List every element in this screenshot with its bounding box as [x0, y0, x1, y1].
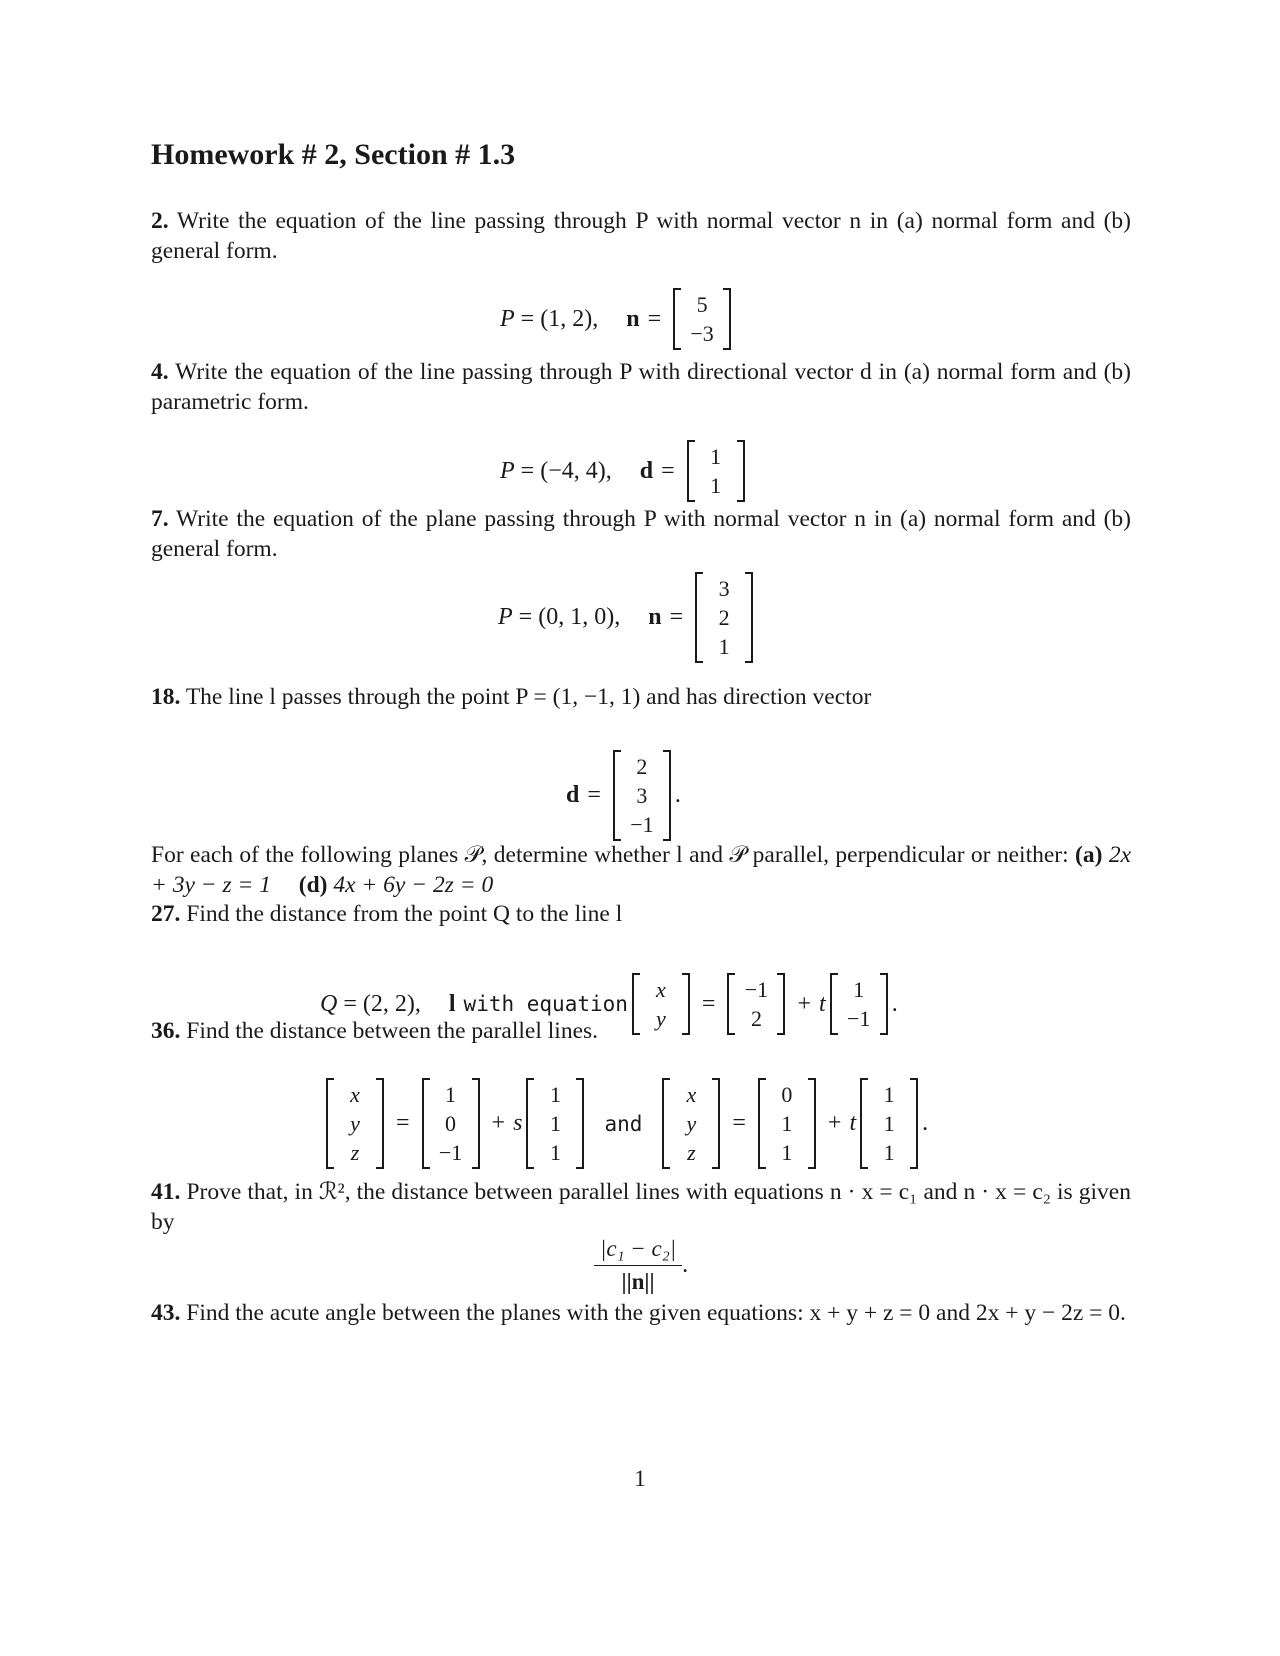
problem-7-equation: P = (0, 1, 0), n = 3 2 1: [498, 572, 757, 663]
part-d-label: (d): [298, 872, 328, 898]
problem-7: [151, 504, 1131, 564]
problem-text: Find the acute angle between the planes with the given equations: x + y + z = 0 and 2x + y − 2z = 0.: [186, 1300, 1126, 1326]
problem-18-equation: d = 2 3 −1 .: [566, 750, 681, 841]
part-d-equation: 4x + 6y − 2z = 0: [333, 872, 494, 898]
problem-text: Find the distance from the point Q to the line l: [186, 901, 623, 927]
problem-2-equation: P = (1, 2), n = 5 −3: [500, 288, 735, 350]
part-a-label: (a): [1075, 842, 1103, 868]
problem-text: Write the equation of the plane passing through P with normal vector n in (a) normal form and (b) general form.: [151, 506, 1132, 562]
point-label: P: [500, 457, 515, 484]
line2-base-matrix: 0 1 1: [758, 1078, 816, 1169]
base-matrix: −1 2: [727, 973, 785, 1035]
problem-18-followup: [151, 840, 1131, 900]
problem-4-equation: P = (−4, 4), d = 1 1: [500, 440, 749, 502]
line1-base-matrix: 1 0 −1: [422, 1078, 480, 1169]
problem-36: [151, 1016, 1131, 1046]
problem-36-equation: x y z = 1 0 −1 + s 1 1 1 and x y z = 0 1 1 + t 1 1 1 .: [322, 1078, 928, 1169]
followup-text: For each of the following planes 𝒫, determine whether l and 𝒫 parallel, perpendicular or neither:: [151, 842, 1069, 868]
problem-number: 41.: [151, 1179, 181, 1205]
lhs-matrix-1: x y z: [326, 1078, 384, 1169]
vector-label: n: [626, 305, 640, 332]
vector-matrix: 3 2 1: [695, 572, 753, 663]
problem-text: Write the equation of the line passing through P with directional vector d in (a) normal form and (b) parametric form.: [151, 359, 1131, 415]
param-t-label: t: [849, 1110, 857, 1136]
line2-dir-matrix: 1 1 1: [860, 1078, 918, 1169]
fraction-numerator: |c₁ − c₂|: [594, 1236, 682, 1266]
lhs-matrix-2: x y z: [662, 1078, 720, 1169]
point-value: = (1, 2),: [520, 305, 599, 332]
problem-18: [151, 682, 1131, 712]
page-number: 1: [634, 1466, 646, 1491]
problem-number: 18.: [151, 684, 181, 710]
problem-text: The line l passes through the point P = (1, −1, 1) and has direction vector: [185, 684, 872, 710]
vector-label: n: [648, 604, 662, 630]
point-value: = (−4, 4),: [520, 457, 612, 484]
point-label: Q: [320, 990, 338, 1017]
fraction-denominator: ||n||: [621, 1269, 655, 1294]
vector-matrix: 1 1: [687, 440, 745, 502]
problem-text: Write the equation of the line passing through P with normal vector n in (a) normal form and (b) general form.: [151, 208, 1132, 264]
vector-matrix: 5 −3: [673, 288, 731, 350]
vector-matrix: 2 3 −1: [613, 750, 671, 841]
line1-dir-matrix: 1 1 1: [526, 1078, 584, 1169]
direction-matrix: 1 −1: [830, 973, 888, 1035]
and-text: and: [604, 1111, 643, 1136]
point-value: = (0, 1, 0),: [518, 604, 621, 630]
with-equation-text: with equation: [463, 992, 628, 1016]
problem-number: 7.: [151, 506, 169, 532]
point-label: P: [498, 604, 513, 630]
point-value: = (2, 2),: [343, 990, 421, 1017]
vector-label: d: [566, 782, 580, 808]
problem-41: [151, 1177, 1131, 1237]
line-label: l: [448, 990, 456, 1017]
part-a-equation: 2x + 3y − z = 1: [151, 842, 1131, 898]
problem-number: 4.: [151, 359, 169, 385]
distance-fraction: [594, 1236, 682, 1295]
page-title: Homework # 2, Section # 1.3: [151, 138, 516, 171]
problem-number: 43.: [151, 1300, 181, 1326]
point-label: P: [500, 305, 515, 332]
problem-text: Find the distance between the parallel lines.: [186, 1018, 599, 1044]
problem-2: [151, 206, 1131, 266]
problem-27-equation: Q = (2, 2), l with equation x y = −1 2 + t 1 −1 .: [320, 973, 898, 1035]
problem-27: [151, 899, 1131, 929]
problem-text: Prove that, in ℛ², the distance between parallel lines with equations n · x = c₁ and n · x = c₂ is given by: [151, 1179, 1131, 1235]
param-s-label: s: [513, 1110, 523, 1136]
problem-number: 27.: [151, 901, 181, 927]
problem-41-equation: $\frac{\text{|c₁ − c₂|}}{||n||}$ .: [594, 1236, 688, 1295]
problem-number: 36.: [151, 1018, 181, 1044]
lhs-matrix: x y: [632, 973, 690, 1035]
problem-number: 2.: [151, 208, 169, 234]
param-label: t: [819, 990, 826, 1017]
vector-label: d: [639, 457, 654, 484]
problem-43: [151, 1298, 1131, 1328]
problem-4: [151, 357, 1131, 417]
